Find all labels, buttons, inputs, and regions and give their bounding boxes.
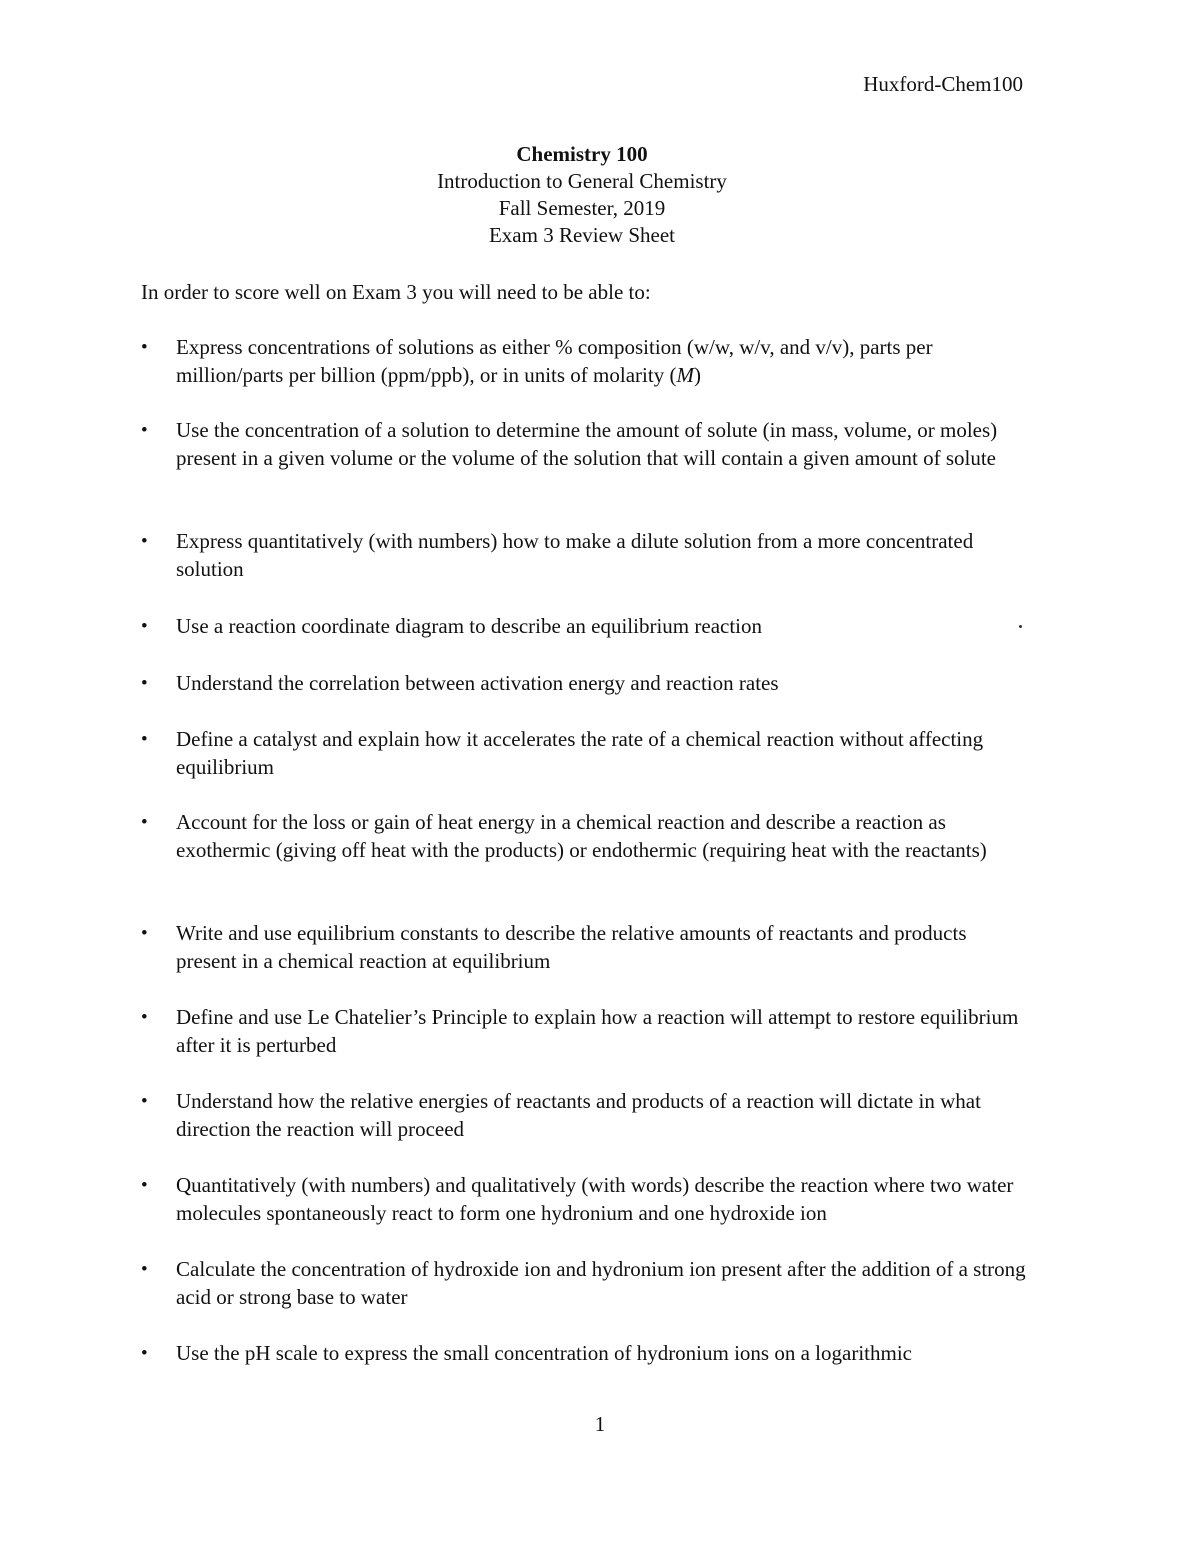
bullet-item <box>141 1088 1031 1143</box>
course-subtitle: Introduction to General Chemistry <box>437 169 727 193</box>
title-block <box>0 141 1164 249</box>
bullet-text: Quantitatively (with numbers) and qualitatively (with words) describe the reaction where two water molecules spontaneously react to form one hydronium and one hydroxide ion <box>176 1173 1014 1225</box>
bullet-text: Understand how the relative energies of reactants and products of a reaction will dictate in what direction the reaction will proceed <box>176 1089 981 1141</box>
bullet-item <box>141 1004 1031 1059</box>
running-head: Huxford-Chem100 <box>863 72 1023 96</box>
bullet-icon: • <box>141 420 148 441</box>
bullet-icon: • <box>141 337 148 358</box>
bullet-item <box>141 1340 1031 1368</box>
bullet-text: Use a reaction coordinate diagram to describe an equilibrium reaction <box>176 614 763 638</box>
bullet-item <box>141 528 1031 583</box>
bullet-item <box>141 1256 1031 1311</box>
intro-text: In order to score well on Exam 3 you will need to be able to: <box>141 280 651 304</box>
bullet-text: Define and use Le Chatelier’s Principle to explain how a reaction will attempt to restore equilibrium after it is perturbed <box>176 1005 1019 1057</box>
bullet-icon: • <box>141 1175 148 1196</box>
bullet-text: Understand the correlation between activation energy and reaction rates <box>176 671 779 695</box>
course-title: Chemistry 100 <box>516 142 648 166</box>
stray-dot-mark <box>1019 625 1022 628</box>
bullet-icon: • <box>141 1259 148 1280</box>
bullet-icon: • <box>141 616 148 637</box>
bullet-icon: • <box>141 923 148 944</box>
semester: Fall Semester, 2019 <box>498 196 666 220</box>
bullet-text: Write and use equilibrium constants to describe the relative amounts of reactants and products present in a chemical reaction at equilibrium <box>176 921 967 973</box>
bullet-icon: • <box>141 812 148 833</box>
bullet-icon: • <box>141 1091 148 1112</box>
bullet-text: Define a catalyst and explain how it accelerates the rate of a chemical reaction without affecting equilibrium <box>176 727 984 779</box>
bullet-icon: • <box>141 673 148 694</box>
bullet-item <box>141 1172 1031 1227</box>
bullet-text: Account for the loss or gain of heat energy in a chemical reaction and describe a reaction as exothermic (giving off heat with the products) or endothermic (requiring heat with the reactants) <box>176 810 987 862</box>
bullet-item <box>141 670 1031 698</box>
bullet-item <box>141 417 1031 472</box>
bullet-text: Use the concentration of a solution to determine the amount of solute (in mass, volume, or moles) present in a given volume or the volume of the solution that will contain a given amount of solute <box>176 418 998 470</box>
bullet-item <box>141 334 1031 389</box>
bullet-icon: • <box>141 531 148 552</box>
bullet-item <box>141 809 1031 864</box>
bullet-text: Use the pH scale to express the small concentration of hydronium ions on a logarithmic <box>176 1341 912 1365</box>
molarity-symbol: M <box>676 362 694 387</box>
bullet-text: Express concentrations of solutions as either % composition (w/w, w/v, and v/v), parts per million/parts per billion (ppm/ppb), or in units of molarity (M) <box>176 335 933 387</box>
bullet-item <box>141 920 1031 975</box>
bullet-icon: • <box>141 1007 148 1028</box>
document-title: Exam 3 Review Sheet <box>488 223 676 247</box>
page-number: 1 <box>594 1412 606 1436</box>
bullet-icon: • <box>141 1343 148 1364</box>
bullet-icon: • <box>141 729 148 750</box>
bullet-text: Calculate the concentration of hydroxide ion and hydronium ion present after the addition of a strong acid or strong base to water <box>176 1257 1026 1309</box>
bullet-item <box>141 726 1031 781</box>
bullet-text: Express quantitatively (with numbers) how to make a dilute solution from a more concentrated solution <box>176 529 974 581</box>
bullet-item <box>141 613 1031 641</box>
